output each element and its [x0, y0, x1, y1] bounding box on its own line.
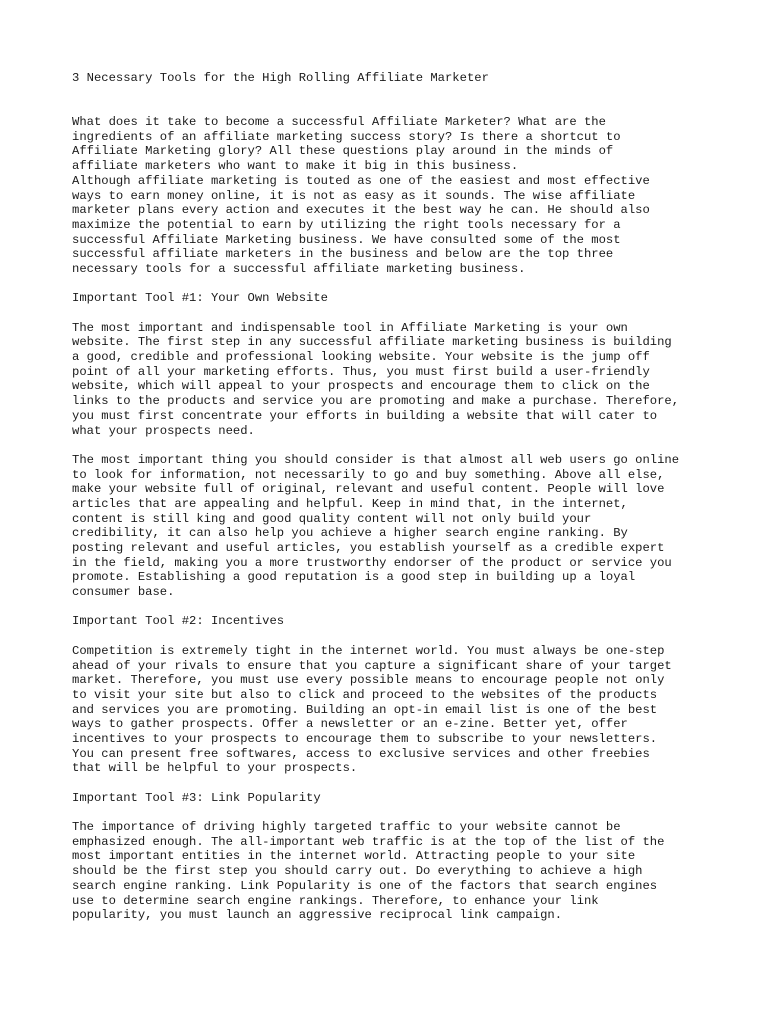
spacer [72, 306, 732, 321]
text-line: what your prospects need. [72, 423, 255, 438]
text-line: necessary tools for a successful affiliate marketing business. [72, 261, 526, 276]
section-heading-tool3: Important Tool #3: Link Popularity [72, 790, 321, 805]
text-line: consumer base. [72, 585, 175, 600]
text-line: emphasized enough. The all-important web traffic is at the top of the list of the [72, 834, 665, 849]
text-line: search engine ranking. Link Popularity is one of the factors that search engines [72, 878, 658, 893]
text-line: articles that are appealing and helpful. Keep in mind that, in the internet, [72, 496, 628, 511]
text-line: Although affiliate marketing is touted as one of the easiest and most effective [72, 173, 650, 188]
text-line: posting relevant and useful articles, you establish yourself as a credible expert [72, 541, 665, 556]
text-line: maximize the potential to earn by utilizing the right tools necessary for a [72, 217, 621, 232]
text-line: content is still king and good quality content will not only build your [72, 511, 592, 526]
intro-paragraph [72, 115, 732, 277]
text-line: website. The first step in any successful affiliate marketing business is building [72, 335, 672, 350]
tool1-paragraph-2 [72, 453, 732, 600]
document-page [72, 71, 732, 923]
text-line: links to the products and service you are promoting and make a purchase. Therefore, [72, 394, 680, 409]
spacer [72, 277, 732, 292]
text-line: affiliate marketers who want to make it big in this business. [72, 159, 519, 174]
text-line: The importance of driving highly targeted traffic to your website cannot be [72, 820, 621, 835]
tool3-paragraph [72, 820, 732, 923]
text-line: make your website full of original, relevant and useful content. People will love [72, 482, 665, 497]
text-line: and services you are promoting. Building an opt-in email list is one of the best [72, 702, 658, 717]
spacer [72, 438, 732, 453]
text-line: marketer plans every action and executes it the best way he can. He should also [72, 203, 650, 218]
text-line: Affiliate Marketing glory? All these questions play around in the minds of [72, 144, 614, 159]
text-line: in the field, making you a more trustworthy endorser of the product or service you [72, 555, 672, 570]
document-title: 3 Necessary Tools for the High Rolling Affiliate Marketer [72, 71, 489, 85]
spacer [72, 86, 732, 115]
text-line: to visit your site but also to click and proceed to the websites of the products [72, 687, 658, 702]
text-line: ways to gather prospects. Offer a newsletter or an e-zine. Better yet, offer [72, 717, 628, 732]
spacer [72, 805, 732, 820]
text-line: successful Affiliate Marketing business. We have consulted some of the most [72, 232, 621, 247]
text-line: market. Therefore, you must use every possible means to encourage people not only [72, 673, 665, 688]
spacer [72, 776, 732, 791]
text-line: You can present free softwares, access to exclusive services and other freebies [72, 746, 650, 761]
text-line: use to determine search engine rankings. Therefore, to enhance your link [72, 893, 599, 908]
tool1-paragraph-1 [72, 321, 732, 439]
text-line: that will be helpful to your prospects. [72, 761, 358, 776]
spacer [72, 600, 732, 615]
section-heading-tool2: Important Tool #2: Incentives [72, 614, 285, 629]
text-line: point of all your marketing efforts. Thus, you must first build a user-friendly [72, 364, 650, 379]
text-line: credibility, it can also help you achieve a higher search engine ranking. By [72, 526, 628, 541]
text-line: to look for information, not necessarily to go and buy something. Above all else, [72, 467, 665, 482]
text-line: successful affiliate marketers in the business and below are the top three [72, 247, 614, 262]
text-line: ingredients of an affiliate marketing success story? Is there a shortcut to [72, 129, 621, 144]
text-line: website, which will appeal to your prospects and encourage them to click on the [72, 379, 650, 394]
text-line: incentives to your prospects to encourage them to subscribe to your newsletters. [72, 731, 658, 746]
text-line: most important entities in the internet world. Attracting people to your site [72, 849, 636, 864]
text-line: ahead of your rivals to ensure that you capture a significant share of your target [72, 658, 672, 673]
text-line: Competition is extremely tight in the internet world. You must always be one-step [72, 643, 665, 658]
section-heading-tool1: Important Tool #1: Your Own Website [72, 291, 328, 306]
text-line: ways to earn money online, it is not as easy as it sounds. The wise affiliate [72, 188, 636, 203]
text-line: What does it take to become a successful Affiliate Marketer? What are the [72, 115, 606, 130]
text-line: The most important thing you should consider is that almost all web users go online [72, 452, 680, 467]
text-line: a good, credible and professional looking website. Your website is the jump off [72, 350, 650, 365]
text-line: The most important and indispensable tool in Affiliate Marketing is your own [72, 320, 628, 335]
tool2-paragraph [72, 644, 732, 776]
text-line: you must first concentrate your efforts in building a website that will cater to [72, 408, 658, 423]
text-line: should be the first step you should carry out. Do everything to achieve a high [72, 864, 643, 879]
text-line: popularity, you must launch an aggressive reciprocal link campaign. [72, 908, 563, 923]
spacer [72, 629, 732, 644]
text-line: promote. Establishing a good reputation is a good step in building up a loyal [72, 570, 636, 585]
